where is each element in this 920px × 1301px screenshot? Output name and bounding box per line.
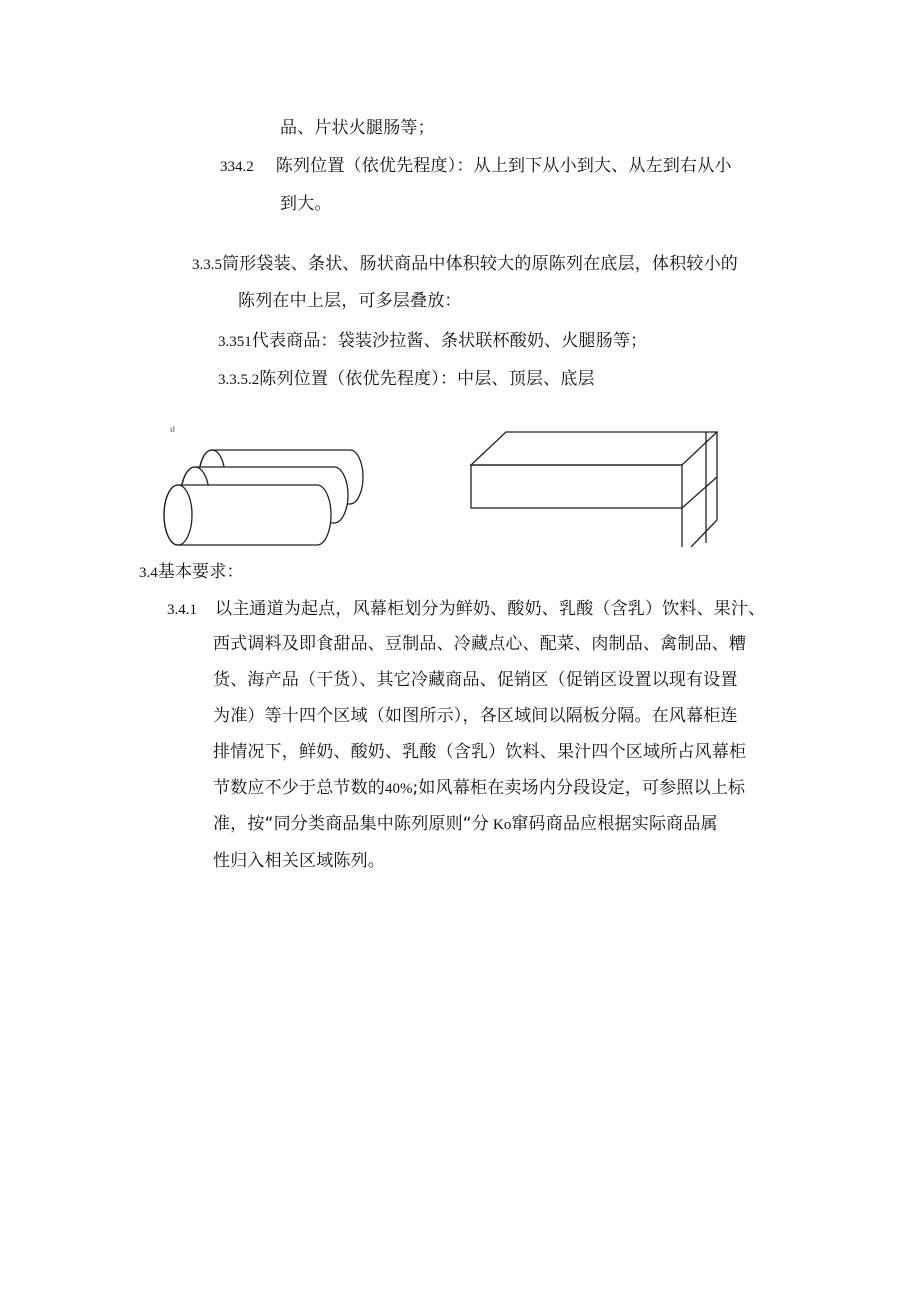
section-number: 3.3.5 (192, 257, 222, 273)
item-341-line1 (167, 598, 765, 621)
item-341-line3: 货、海产品（干货）、其它冷藏商品、促销区（促销区设置以现有设置 (213, 670, 738, 690)
item-3342-line2: 到大。 (280, 194, 332, 214)
item-number: 3.3.5.2 (218, 372, 260, 388)
section-title: 基本要求： (157, 562, 244, 582)
paragraph-text: 以主通道为起点，风幕柜划分为鲜奶、酸奶、乳酸（含乳）饮料、果汁、 (215, 599, 766, 619)
latin-text: Ko (493, 817, 512, 833)
item-341-line8: 性归入相关区域陈列。 (213, 851, 385, 871)
section-text: 筒形袋装、条状、肠状商品中体积较大的原陈列在底层，体积较小的 (222, 254, 738, 274)
stacked-cylinders-illustration (160, 440, 375, 555)
item-341-line5: 排情况下，鲜奶、酸奶、乳酸（含乳）饮料、果汁四个区域所占风幕柜 (213, 742, 747, 762)
item-number: 3.351 (218, 334, 252, 350)
item-number: 3.4.1 (167, 602, 197, 618)
item-text: 代表商品：袋装沙拉酱、条状联杯酸奶、火腿肠等； (251, 331, 648, 351)
section-34-heading (139, 561, 244, 584)
paragraph-text: 准，按“同分类商品集中陈列原则“分 (213, 814, 490, 834)
item-341-line4: 为准）等十四个区域（如图所示），各区域间以隔板分隔。在风幕柜连 (213, 706, 738, 726)
paragraph-text: ;如风幕柜在卖场内分段设定，可参照以上标 (412, 778, 746, 798)
cylinder-front (164, 485, 331, 545)
paragraph-text: 节数应不少于总节数的 (213, 778, 385, 798)
figure-mark: ιl (170, 425, 175, 434)
continuation-line: 品、片状火腿肠等； (280, 118, 435, 138)
section-335-line2: 陈列在中上层，可多层叠放： (238, 291, 462, 311)
percent-value: 40% (385, 781, 413, 797)
paragraph-text: 窜码商品应根据实际商品属 (511, 814, 718, 834)
item-3352 (218, 368, 595, 391)
item-text: 陈列位置（依优先程度）：从上到下从小到大、从左到右从小 (275, 156, 732, 176)
item-341-line7 (213, 813, 718, 836)
stacked-boxes-illustration (465, 425, 725, 550)
section-335 (192, 253, 738, 276)
item-3342 (220, 155, 732, 178)
box-stack (471, 432, 717, 547)
item-3351 (218, 330, 647, 353)
item-341-line2: 西式调料及即食甜品、豆制品、冷藏点心、配菜、肉制品、禽制品、糟 (213, 634, 747, 654)
section-number: 3.4 (139, 565, 158, 581)
item-number: 334.2 (220, 159, 254, 175)
item-text: 陈列位置（依优先程度）：中层、顶层、底层 (259, 369, 595, 389)
item-341-line6 (213, 777, 745, 800)
